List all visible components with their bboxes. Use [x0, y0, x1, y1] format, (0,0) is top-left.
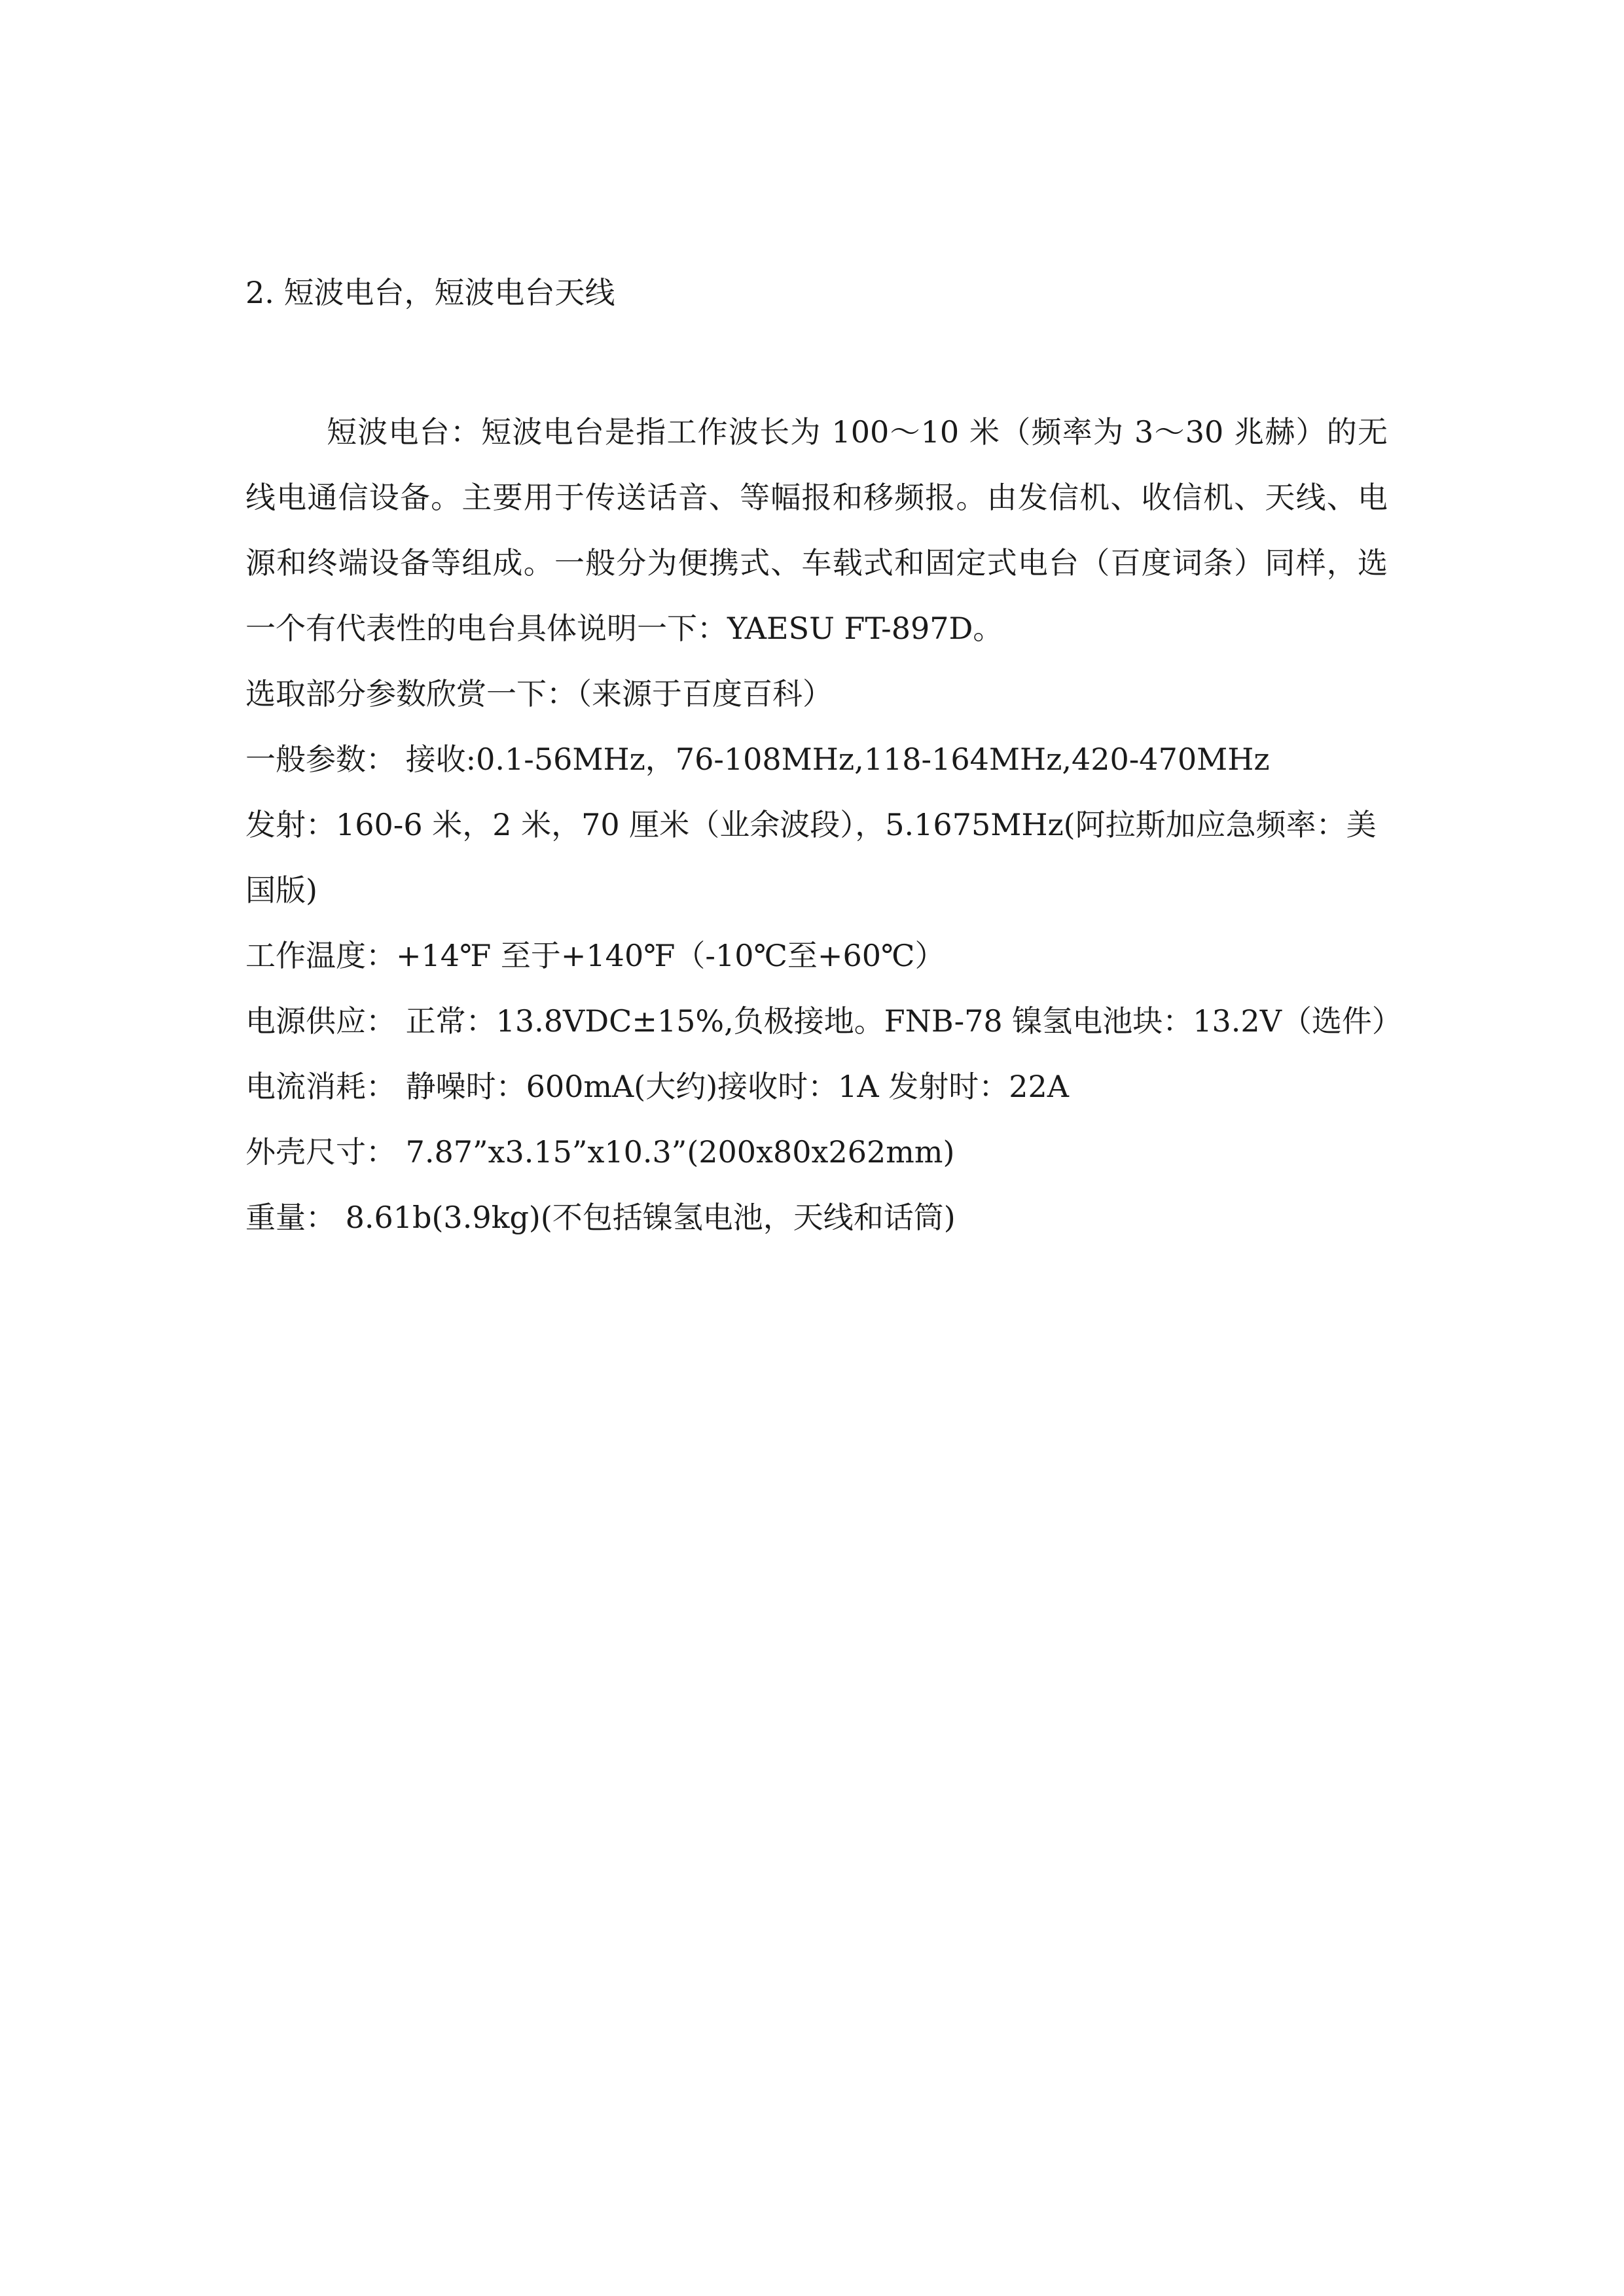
document-body — [245, 399, 1402, 1250]
operating-temp-line: 工作温度：+14℉ 至于+140℉（-10℃至+60℃） — [245, 938, 945, 973]
params-intro-line: 选取部分参数欣赏一下：（来源于百度百科） — [245, 676, 833, 711]
case-size-line: 外壳尺寸： 7.87”x3.15”x10.3”(200x80x262mm) — [245, 1134, 955, 1170]
transmit-line: 发射：160-6 米，2 米，70 厘米（业余波段），5.1675MHz(阿拉斯加应急频率：美国版) — [245, 807, 1377, 908]
power-supply-line: 电源供应： 正常：13.8VDC±15%,负极接地。FNB-78 镍氢电池块：13.2V（选件） — [245, 1003, 1402, 1039]
weight-line: 重量： 8.61b(3.9kg)(不包括镍氢电池，天线和话筒) — [245, 1200, 956, 1235]
current-draw-line: 电流消耗： 静噪时：600mA(大约)接收时：1A 发射时：22A — [245, 1069, 1070, 1104]
general-params-line: 一般参数： 接收:0.1-56MHz，76-108MHz,118-164MHz,420-470MHz — [245, 742, 1270, 777]
intro-paragraph: 短波电台：短波电台是指工作波长为 100～10 米（频率为 3～30 兆赫）的无线电通信设备。主要用于传送话音、等幅报和移频报。由发信机、收信机、天线、电源和终端设备等组成。一般分为便携式、车载式和固定式电台（百度词条）同样，选一个有代表性的电台具体说明一下：YAESU FT-897D。 — [245, 414, 1388, 646]
section-heading: 2. 短波电台，短波电台天线 — [245, 275, 615, 310]
